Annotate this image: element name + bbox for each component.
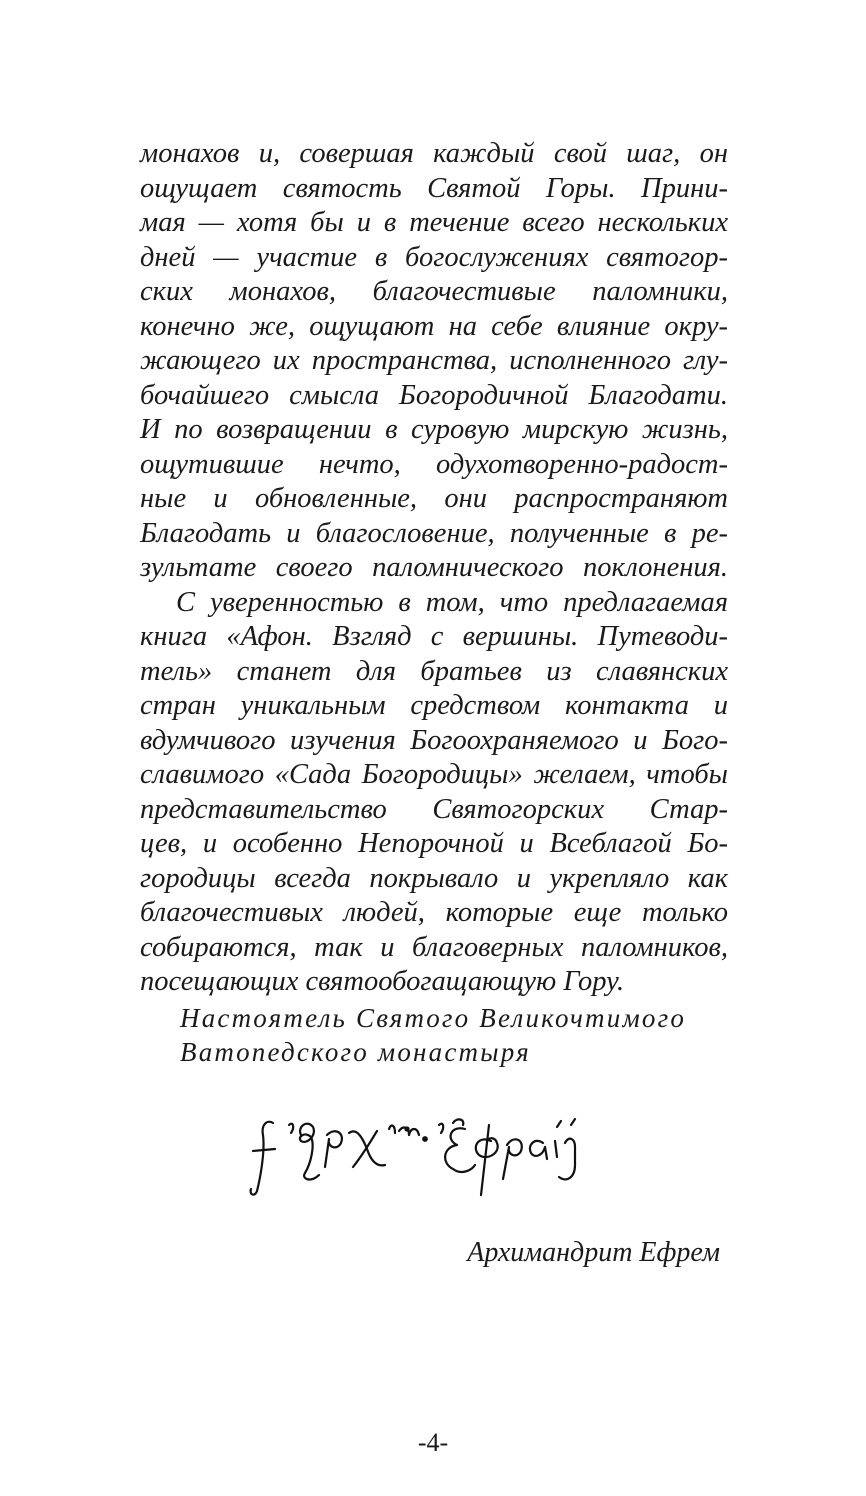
text-line: ощущает святость Святой Горы. Прини- (140, 172, 728, 204)
body-text (140, 137, 728, 1000)
text-line: цев, и особенно Непорочной и Всеблагой Бо- (140, 828, 728, 859)
text-line: монахов и, совершая каждый свой шаг, он (140, 138, 728, 169)
text-line: ные и обновленные, они распространяют (140, 483, 728, 514)
text-line: конечно же, ощущают на себе влияние окру- (140, 310, 728, 342)
text-line: собираются, так и благоверных паломников, (140, 931, 728, 963)
text-line: тель» станет для братьев из славянских (140, 655, 728, 687)
text-line: Благодать и благословение, полученные в ре- (140, 517, 728, 549)
text-line: представительство Святогорских Стар- (140, 793, 728, 825)
text-line: дней — участие в богослужениях святогор- (140, 241, 728, 273)
text-line: славимого «Сада Богородицы» желаем, чтобы (140, 759, 728, 790)
text-line: зультате своего паломнического поклонения. (140, 552, 728, 583)
text-line: жающего их пространства, исполненного глу- (140, 345, 728, 376)
abbot-title-line: Настоятель Святого Великочтимого (180, 1003, 687, 1033)
text-line: ских монахов, благочестивые паломники, (140, 276, 728, 307)
text-line: С уверенностью в том, что предлагаемая (176, 586, 728, 618)
text-line: И по возвращении в суровую мирскую жизнь, (140, 414, 728, 445)
text-line: благочестивых людей, которые еще только (140, 897, 728, 928)
handwritten-signature (245, 1105, 590, 1205)
signer-name: Архимандрит Ефрем (467, 1237, 720, 1268)
text-line: посещающих святообогащающую Гору. (140, 966, 625, 997)
text-line: ощутившие нечто, одухотворенно-радост- (140, 448, 728, 480)
text-line: вдумчивого изучения Богоохраняемого и Бого- (140, 724, 728, 756)
text-line: бочайшего смысла Богородичной Благодати. (140, 379, 728, 411)
abbot-title (180, 1001, 740, 1069)
text-line: городицы всегда покрывало и укрепляло как (140, 862, 728, 894)
abbot-title-line: Ватопедского монастыря (180, 1037, 531, 1067)
text-line: мая — хотя бы и в течение всего нескольких (140, 207, 728, 238)
page-number: -4- (417, 1428, 449, 1457)
text-line: книга «Афон. Взгляд с вершины. Путеводи- (140, 621, 728, 652)
text-line: стран уникальным средством контакта и (140, 690, 728, 721)
